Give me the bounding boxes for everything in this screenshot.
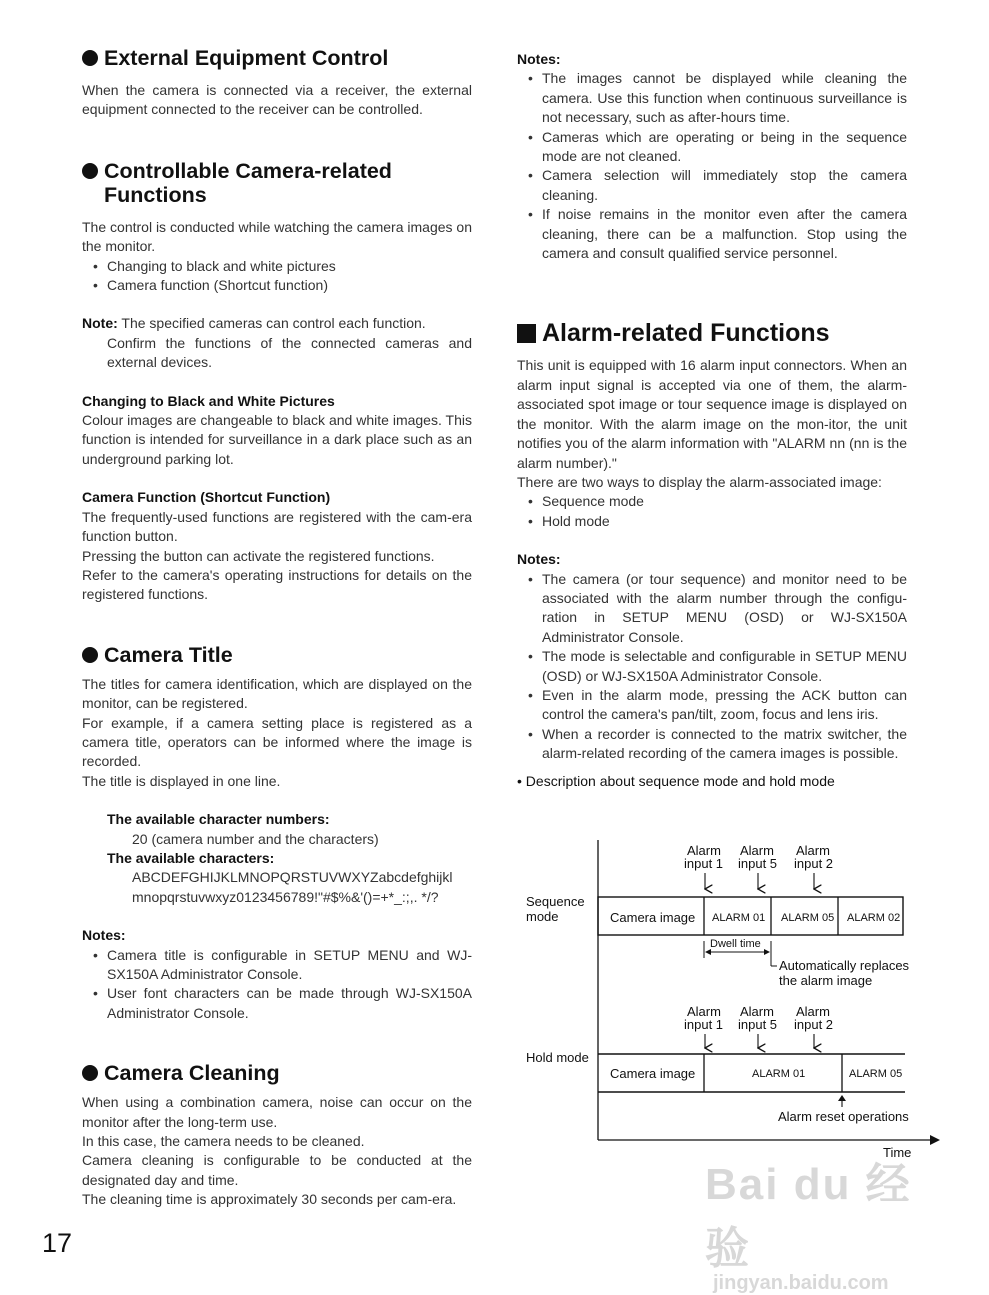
camera-title-notes-label: Notes:	[82, 927, 126, 944]
bw-body: Colour images are changeable to black and white images. This function is intended for surveillance in a dark place such as an underground parking lot.	[82, 412, 472, 467]
camera-title-heading: Camera Title	[82, 643, 472, 667]
controllable-functions-body: The control is conducted while watching the camera images on the monitor.	[82, 218, 472, 255]
seq-alarm-01-text: ALARM 01	[712, 912, 766, 924]
camera-title-body-1: The titles for camera identification, which are displayed on the monitor, can be registered.	[82, 675, 472, 712]
dwell-time-label: Dwell time	[710, 938, 761, 950]
list-item: • Camera title is configurable in SETUP MENU and WJ-SX150A Administrator Console.	[107, 946, 472, 985]
note-continuation: Confirm the functions of the connected cameras and external devices.	[107, 334, 472, 371]
chars-line-2: mnopqrstuvwxyz0123456789!"#$%&'()=+*_:;,. */?	[132, 888, 439, 905]
note-paragraph: Note: The specified cameras can control each function.	[82, 315, 426, 332]
camera-function-subheading: Camera Function (Shortcut Function)	[82, 489, 331, 506]
alarm-input-1-label: Alarm	[687, 843, 721, 858]
chars-label: The available characters:	[107, 849, 275, 866]
alarm-reset-label: Alarm reset operations	[778, 1109, 909, 1124]
list-item: • When a recorder is connected to the matrix switcher, the alarm-related recording of the camera images is possible.	[542, 725, 907, 764]
list-item: • The images cannot be displayed while cleaning the camera. Use this function when continuous surveillance is not necessary, such as after-hours time.	[542, 69, 907, 127]
auto-replace-label-1: Automatically replaces	[779, 958, 910, 973]
list-item: • Camera selection will immediately stop the camera cleaning.	[542, 166, 907, 205]
camera-cleaning-body-4: The cleaning time is approximately 30 seconds per cam-era.	[82, 1191, 457, 1208]
watermark-url: jingyan.baidu.com	[713, 1272, 889, 1294]
seq-camera-image-text: Camera image	[610, 910, 696, 925]
camera-cleaning-body-3: Camera cleaning is configurable to be conducted at the designated day and time.	[82, 1152, 472, 1188]
list-item: • Cameras which are operating or being in the sequence mode are not cleaned.	[542, 128, 907, 167]
hold-camera-image-text: Camera image	[610, 1066, 696, 1081]
hold-mode-label: Hold mode	[526, 1050, 589, 1065]
controllable-functions-heading: Controllable Camera-related Functions	[82, 159, 472, 207]
bw-subheading: Changing to Black and White Pictures	[82, 392, 335, 409]
hold-alarm-input-1-label: Alarm	[687, 1004, 721, 1019]
sequence-mode-label-2: mode	[526, 909, 559, 924]
list-item: • Sequence mode	[542, 492, 907, 511]
alarm-body: This unit is equipped with 16 alarm input connectors. When an alarm input signal is accepted via one of them, the alarm-associated spot image or tour sequence image is displayed on the monitor. With the alarm image on the mon-itor, the unit notifies you of the alarm information with "ALARM nn (nn is the alarm number)."	[517, 357, 907, 471]
alarm-functions-heading: Alarm-related Functions	[517, 319, 907, 347]
list-item: • User font characters can be made through WJ-SX150A Administrator Console.	[107, 984, 472, 1023]
dwell-arrow-right-icon	[764, 949, 770, 955]
hold-alarm-input-5-label: Alarm	[740, 1004, 774, 1019]
camera-title-body-2: For example, if a camera setting place is registered as a camera title, operators can be informed where the image is recorded.	[82, 714, 472, 770]
watermark	[705, 1148, 930, 1294]
external-equipment-heading: External Equipment Control	[82, 46, 472, 70]
time-arrow-icon	[930, 1135, 940, 1145]
list-item: • The mode is selectable and configurable in SETUP MENU (OSD) or WJ-SX150A Administrator Console.	[542, 647, 907, 686]
camera-function-body-1: The frequently-used functions are registered with the cam-era function button.	[82, 508, 472, 545]
external-equipment-body: When the camera is connected via a receiver, the external equipment connected to the receiver can be controlled.	[82, 82, 472, 118]
list-item: • Camera function (Shortcut function)	[107, 276, 472, 295]
camera-cleaning-heading: Camera Cleaning	[82, 1061, 472, 1085]
alarm-input-5-label: Alarm	[740, 843, 774, 858]
seq-alarm-02-text: ALARM 02	[847, 912, 901, 924]
chars-line-1: ABCDEFGHIJKLMNOPQRSTUVWXYZabcdefghijkl	[132, 869, 453, 886]
auto-replace-label-2: the alarm image	[779, 973, 873, 988]
camera-cleaning-body-2: In this case, the camera needs to be cleaned.	[82, 1133, 365, 1150]
list-item: • If noise remains in the monitor even after the camera cleaning, there can be a malfunction. Stop using the camera and consult qualified service personnel.	[542, 205, 907, 263]
seq-alarm-05-text: ALARM 05	[781, 912, 835, 924]
cleaning-notes-label: Notes:	[517, 51, 561, 67]
hold-alarm-05-text: ALARM 05	[849, 1068, 903, 1080]
camera-function-body-2: Pressing the button can activate the registered functions.	[82, 547, 435, 564]
alarm-body-2: There are two ways to display the alarm-associated image:	[517, 473, 882, 490]
watermark-logo: Bai du 经验	[705, 1160, 912, 1273]
camera-function-body-3: Refer to the camera's operating instructions for details on the registered functions.	[82, 566, 472, 603]
char-numbers-label: The available character numbers:	[107, 811, 330, 828]
hold-alarm-input-1-number: input 1	[684, 1017, 724, 1032]
diagram-caption: • Description about sequence mode and hold mode	[517, 772, 835, 789]
alarm-input-1-number: input 1	[684, 856, 724, 871]
time-label: Time	[883, 1145, 912, 1160]
hold-alarm-input-2-number: input 2	[794, 1017, 834, 1032]
alarm-input-2-label: Alarm	[796, 843, 830, 858]
alarm-input-2-number: input 2	[794, 856, 834, 871]
char-numbers-value: 20 (camera number and the characters)	[132, 830, 379, 847]
list-item: • The camera (or tour sequence) and monitor need to be associated with the alarm number through the configu-ration in SETUP MENU (OSD) or WJ-SX150A Administrator Console.	[542, 570, 907, 648]
alarm-input-5-number: input 5	[738, 856, 778, 871]
camera-cleaning-body-1: When using a combination camera, noise can occur on the monitor after the long-term use.	[82, 1094, 472, 1130]
list-item: • Changing to black and white pictures	[107, 257, 472, 276]
hold-alarm-01-text: ALARM 01	[752, 1068, 806, 1080]
page-number: 17	[42, 1228, 73, 1258]
list-item: • Even in the alarm mode, pressing the ACK button can control the camera's pan/tilt, zoom, focus and lens iris.	[542, 686, 907, 725]
list-item: • Hold mode	[542, 512, 907, 531]
sequence-mode-label: Sequence	[526, 894, 585, 909]
camera-title-body-3: The title is displayed in one line.	[82, 772, 281, 789]
hold-alarm-input-5-number: input 5	[738, 1017, 778, 1032]
hold-alarm-input-2-label: Alarm	[796, 1004, 830, 1019]
alarm-notes-label: Notes:	[517, 551, 561, 568]
arrow-up-icon	[838, 1095, 846, 1101]
